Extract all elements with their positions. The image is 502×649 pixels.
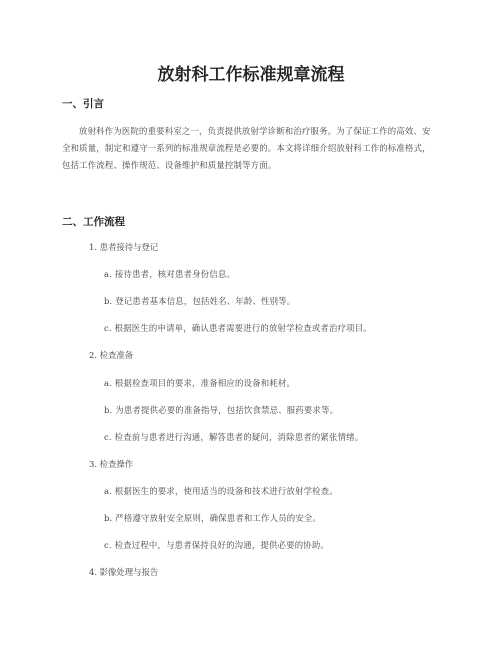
workflow-item-2-sub-c: c. 检查前与患者进行沟通，解答患者的疑问，消除患者的紧张情绪。 <box>104 432 364 442</box>
section-heading-introduction: 一、引言 <box>62 98 104 110</box>
workflow-item-3-sub-c: c. 检查过程中，与患者保持良好的沟通，提供必要的协助。 <box>104 540 329 550</box>
workflow-item-1-sub-c: c. 根据医生的申请单，确认患者需要进行的放射学检查或者治疗项目。 <box>104 323 372 333</box>
workflow-item-2: 2. 检查准备 <box>89 350 134 360</box>
workflow-item-3-sub-a: a. 根据医生的要求，使用适当的设备和技术进行放射学检查。 <box>104 486 338 496</box>
workflow-item-3-sub-b: b. 严格遵守放射安全原则，确保患者和工作人员的安全。 <box>104 513 322 523</box>
workflow-item-4: 4. 影像处理与报告 <box>89 567 159 577</box>
introduction-paragraph: 放射科作为医院的重要科室之一，负责提供放射学诊断和治疗服务。为了保证工作的高效、安全和质量，制定和遵守一系列的标准规章流程是必要的。本文将详细介绍放射科工作的标准格式，包括工作流程、操作规范、设备维护和质量控制等方面。 <box>62 126 431 170</box>
workflow-item-1-sub-a: a. 接待患者，核对患者身份信息。 <box>104 269 235 279</box>
document-title: 放射科工作标准规章流程 <box>157 65 345 85</box>
workflow-item-3: 3. 检查操作 <box>89 459 134 469</box>
workflow-item-2-sub-a: a. 根据检查项目的要求，准备相应的设备和耗材。 <box>104 378 295 388</box>
workflow-item-1: 1. 患者接待与登记 <box>89 242 159 252</box>
workflow-item-1-sub-b: b. 登记患者基本信息，包括姓名、年龄、性别等。 <box>104 296 296 306</box>
workflow-item-2-sub-b: b. 为患者提供必要的准备指导，包括饮食禁忌、服药要求等。 <box>104 405 339 415</box>
section-heading-workflow: 二、工作流程 <box>62 216 125 228</box>
